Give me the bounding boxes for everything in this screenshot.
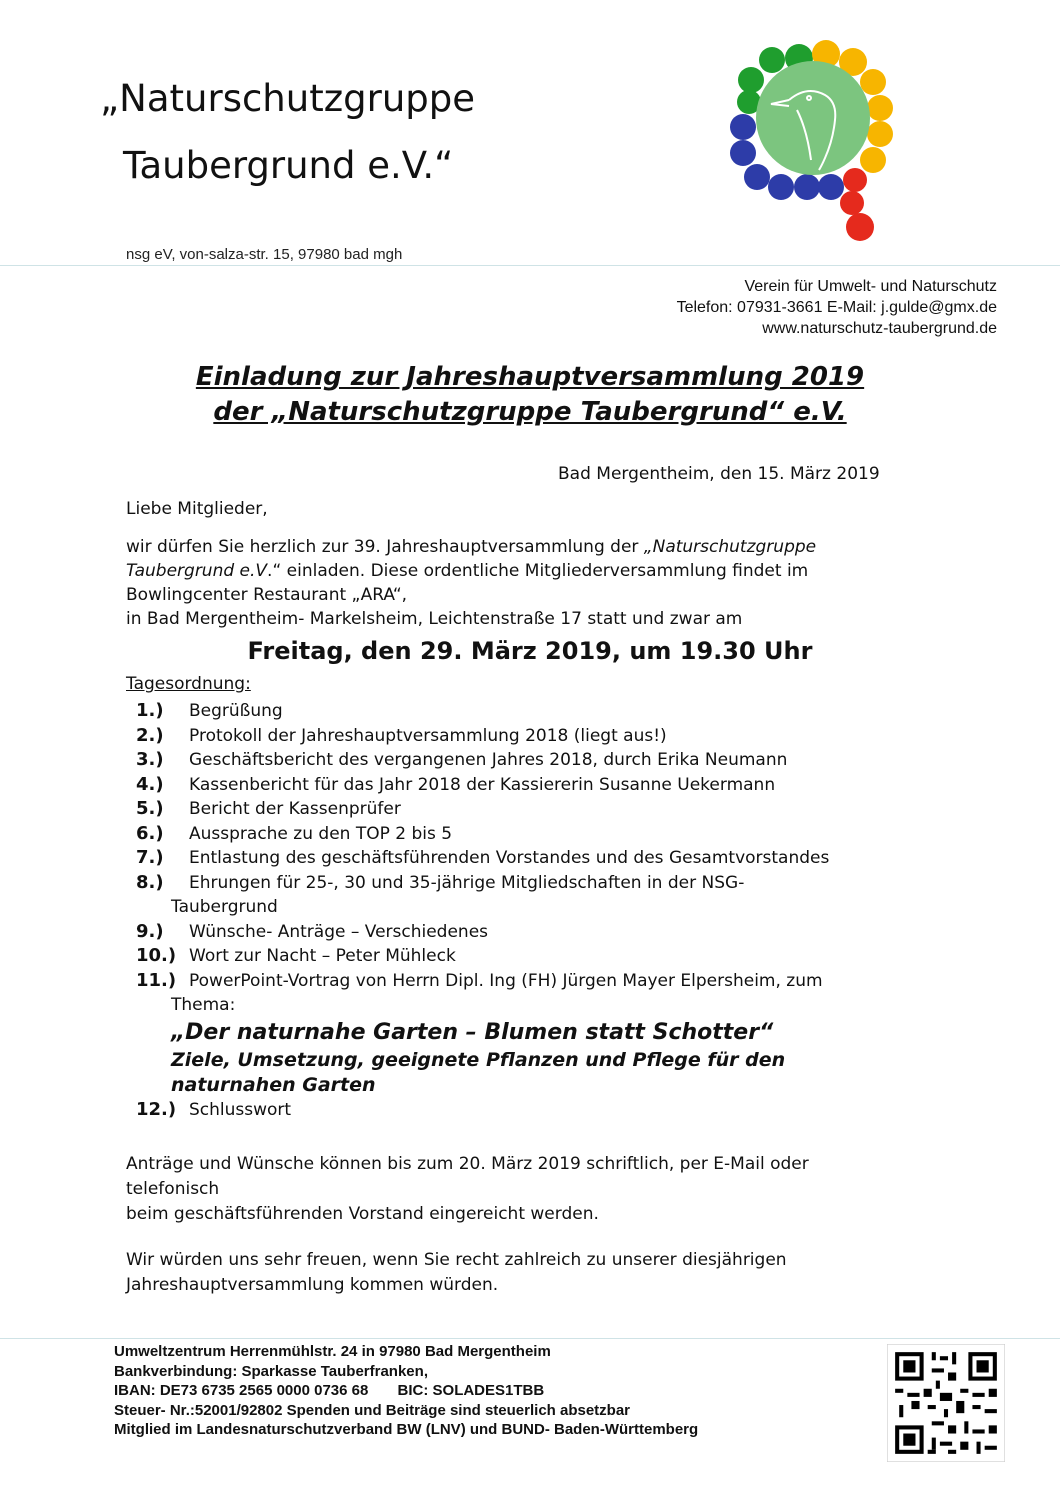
agenda-text: Ehrungen für 25-, 30 und 35-jährige Mitgliedschaften in der NSG- xyxy=(189,872,745,893)
meeting-date: Freitag, den 29. März 2019, um 19.30 Uhr xyxy=(247,637,813,665)
agenda-list xyxy=(136,699,956,1122)
headline-line1: Einladung zur Jahreshauptversammlung 2019 xyxy=(195,362,865,392)
agenda-item xyxy=(136,724,956,749)
agenda-item xyxy=(136,944,956,969)
agenda-number: 10.) xyxy=(136,945,177,966)
logo-circles xyxy=(730,40,893,241)
agenda-number: 12.) xyxy=(136,1098,177,1120)
agenda-text: Bericht der Kassenprüfer xyxy=(189,799,401,819)
footer-divider xyxy=(0,1338,1060,1339)
intro-text: .“ einladen. Diese ordentliche Mitgliederversammlung findet im xyxy=(267,561,809,581)
footer-line: Mitglied im Landesnaturschutzverband BW (LNV) und BUND- Baden-Württemberg xyxy=(114,1421,699,1438)
agenda-item xyxy=(136,969,956,1098)
agenda-text: Schlusswort xyxy=(189,1099,292,1120)
agenda-number: 4.) xyxy=(136,773,164,795)
agenda-item xyxy=(136,920,956,945)
footer-line: Umweltzentrum Herrenmühlstr. 24 in 97980 Bad Mergentheim xyxy=(114,1343,551,1360)
org-title-line1: „Naturschutzgruppe xyxy=(100,77,476,120)
intro-paragraph xyxy=(126,535,946,631)
agenda-text-continued: Thema: xyxy=(171,995,236,1015)
agenda-item xyxy=(136,822,956,847)
headline-line2: der „Naturschutzgruppe Taubergrund“ e.V. xyxy=(213,397,847,427)
footer-line: IBAN: DE73 6735 2565 0000 0736 68 BIC: SOLADES1TBB xyxy=(114,1382,545,1399)
intro-text: wir dürfen Sie herzlich zur 39. Jahreshauptversammlung der xyxy=(126,537,644,557)
contact-line: Telefon: 07931-3661 E-Mail: j.gulde@gmx.de xyxy=(676,299,997,316)
closing-line: telefonisch xyxy=(126,1179,220,1199)
contact-line: Verein für Umwelt- und Naturschutz xyxy=(744,278,997,295)
footer-line: Bankverbindung: Sparkasse Tauberfranken, xyxy=(114,1362,428,1380)
closing-paragraph-2 xyxy=(126,1248,956,1298)
sender-line: nsg eV, von-salza-str. 15, 97980 bad mgh xyxy=(126,246,403,263)
salutation: Liebe Mitglieder, xyxy=(126,499,268,519)
intro-org-name: Taubergrund e.V xyxy=(126,561,268,581)
intro-line1 xyxy=(126,535,946,559)
agenda-text: Begrüßung xyxy=(189,701,283,721)
talk-subtopic: naturnahen Garten xyxy=(171,1073,376,1096)
agenda-number: 5.) xyxy=(136,798,164,819)
letter-date: Bad Mergentheim, den 15. März 2019 xyxy=(558,464,880,484)
talk-topic: „Der naturnahe Garten – Blumen statt Schotter“ xyxy=(171,1019,774,1045)
agenda-item xyxy=(136,846,956,871)
agenda-number: 11.) xyxy=(136,969,177,991)
agenda-text: Aussprache zu den TOP 2 bis 5 xyxy=(189,823,453,844)
agenda-number: 9.) xyxy=(136,920,164,942)
agenda-item xyxy=(136,748,956,773)
agenda-number: 3.) xyxy=(136,749,164,770)
agenda-number: 8.) xyxy=(136,871,164,893)
agenda-number: 1.) xyxy=(136,700,164,721)
footer-line: Steuer- Nr.:52001/92802 Spenden und Beiträge sind steuerlich absetzbar xyxy=(114,1401,631,1419)
agenda-text: Kassenbericht für das Jahr 2018 der Kassiererin Susanne Uekermann xyxy=(189,774,776,795)
closing-line: beim geschäftsführenden Vorstand eingereicht werden. xyxy=(126,1204,599,1224)
agenda-text: Geschäftsbericht des vergangenen Jahres 2018, durch Erika Neumann xyxy=(189,750,788,770)
intro-line2 xyxy=(126,559,946,583)
intro-org-name: „Naturschutzgruppe xyxy=(643,537,817,557)
header-divider xyxy=(0,265,1060,266)
agenda-text: Protokoll der Jahreshauptversammlung 2018 (liegt aus!) xyxy=(189,725,667,746)
closing-line: Jahreshauptversammlung kommen würden. xyxy=(126,1275,499,1295)
agenda-text: PowerPoint-Vortrag von Herrn Dipl. Ing (FH) Jürgen Mayer Elpersheim, zum xyxy=(189,970,823,991)
agenda-text: Wünsche- Anträge – Verschiedenes xyxy=(189,921,489,942)
agenda-item xyxy=(136,699,956,724)
closing-line: Wir würden uns sehr freuen, wenn Sie recht zahlreich zu unserer diesjährigen xyxy=(126,1250,787,1270)
footer-block xyxy=(114,1342,698,1440)
intro-line4: in Bad Mergentheim- Markelsheim, Leichtenstraße 17 statt und zwar am xyxy=(126,609,743,629)
org-title-line2: Taubergrund e.V.“ xyxy=(123,144,454,187)
agenda-text: Wort zur Nacht – Peter Mühleck xyxy=(189,946,456,966)
agenda-text-continued: Taubergrund xyxy=(171,897,278,917)
contact-block xyxy=(677,276,997,339)
agenda-item xyxy=(136,1098,956,1123)
qr-code-icon xyxy=(887,1344,1005,1462)
agenda-number: 6.) xyxy=(136,822,164,844)
agenda-number: 2.) xyxy=(136,724,164,746)
talk-subtopic: Ziele, Umsetzung, geeignete Pflanzen und Pflege für den xyxy=(171,1048,786,1071)
agenda-number: 7.) xyxy=(136,847,164,868)
contact-line: www.naturschutz-taubergrund.de xyxy=(762,320,997,337)
closing-paragraph-1 xyxy=(126,1152,956,1227)
intro-line3: Bowlingcenter Restaurant „ARA“, xyxy=(126,585,408,605)
agenda-label: Tagesordnung: xyxy=(126,674,251,694)
organization-logo xyxy=(727,40,897,245)
agenda-item xyxy=(136,797,956,822)
agenda-item xyxy=(136,871,956,920)
agenda-item xyxy=(136,773,956,798)
closing-line: Anträge und Wünsche können bis zum 20. März 2019 schriftlich, per E-Mail oder xyxy=(126,1154,809,1174)
agenda-text: Entlastung des geschäftsführenden Vorstandes und des Gesamtvorstandes xyxy=(189,848,830,868)
